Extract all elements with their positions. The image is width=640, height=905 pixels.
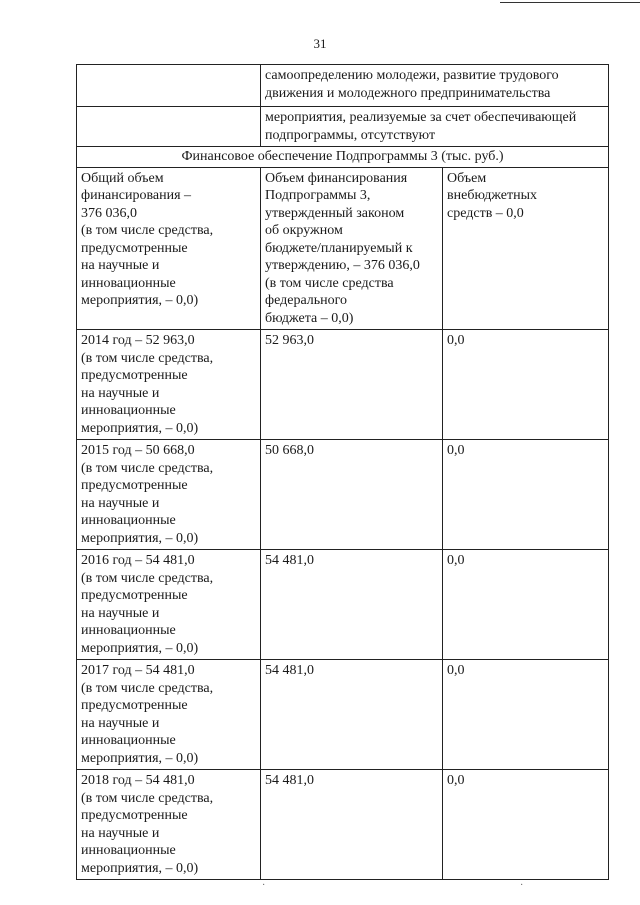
table-row bbox=[77, 330, 609, 440]
year-budget-cell: 54 481,0 bbox=[261, 660, 443, 770]
scan-marks bbox=[0, 880, 640, 900]
top-rule bbox=[500, 2, 640, 3]
year-extra-cell: 0,0 bbox=[443, 660, 609, 770]
scan-mark: · bbox=[262, 880, 266, 891]
year-total-cell: 2016 год – 54 481,0 (в том числе средства, предусмотренные на научные и инновационные мероприятия, – 0,0) bbox=[77, 550, 261, 660]
table-row bbox=[77, 550, 609, 660]
year-total-cell: 2014 год – 52 963,0 (в том числе средства, предусмотренные на научные и инновационные мероприятия, – 0,0) bbox=[77, 330, 261, 440]
financing-table bbox=[76, 64, 609, 880]
header-extra-cell: Объем внебюджетных средств – 0,0 bbox=[443, 167, 609, 330]
year-extra-cell: 0,0 bbox=[443, 770, 609, 880]
year-total-cell: 2017 год – 54 481,0 (в том числе средства, предусмотренные на научные и инновационные мероприятия, – 0,0) bbox=[77, 660, 261, 770]
year-total-cell: 2018 год – 54 481,0 (в том числе средства, предусмотренные на научные и инновационные мероприятия, – 0,0) bbox=[77, 770, 261, 880]
page-number: 31 bbox=[313, 36, 327, 51]
table-row bbox=[77, 770, 609, 880]
table-row bbox=[77, 107, 609, 147]
financing-title: Финансовое обеспечение Подпрограммы 3 (тыс. руб.) bbox=[77, 147, 609, 168]
empty-cell bbox=[77, 65, 261, 107]
year-budget-cell: 54 481,0 bbox=[261, 550, 443, 660]
year-budget-cell: 50 668,0 bbox=[261, 440, 443, 550]
year-extra-cell: 0,0 bbox=[443, 440, 609, 550]
scan-mark: · bbox=[520, 880, 524, 891]
table-row bbox=[77, 147, 609, 168]
table-row bbox=[77, 440, 609, 550]
top-row-text: мероприятия, реализуемые за счет обеспечивающей подпрограммы, отсутствуют bbox=[261, 107, 609, 147]
year-extra-cell: 0,0 bbox=[443, 330, 609, 440]
year-extra-cell: 0,0 bbox=[443, 550, 609, 660]
table-header-row bbox=[77, 167, 609, 330]
empty-cell bbox=[77, 107, 261, 147]
year-budget-cell: 52 963,0 bbox=[261, 330, 443, 440]
header-total-cell: Общий объем финансирования – 376 036,0 (в том числе средства, предусмотренные на научные и инновационные мероприятия, – 0,0) bbox=[77, 167, 261, 330]
year-total-cell: 2015 год – 50 668,0 (в том числе средства, предусмотренные на научные и инновационные мероприятия, – 0,0) bbox=[77, 440, 261, 550]
top-row-text: самоопределению молодежи, развитие трудового движения и молодежного предпринимательства bbox=[261, 65, 609, 107]
year-budget-cell: 54 481,0 bbox=[261, 770, 443, 880]
table-row bbox=[77, 65, 609, 107]
header-budget-cell: Объем финансирования Подпрограммы 3, утвержденный законом об окружном бюджете/планируемый к утверждению, – 376 036,0 (в том числе средства федерального бюджета – 0,0) bbox=[261, 167, 443, 330]
table-row bbox=[77, 660, 609, 770]
